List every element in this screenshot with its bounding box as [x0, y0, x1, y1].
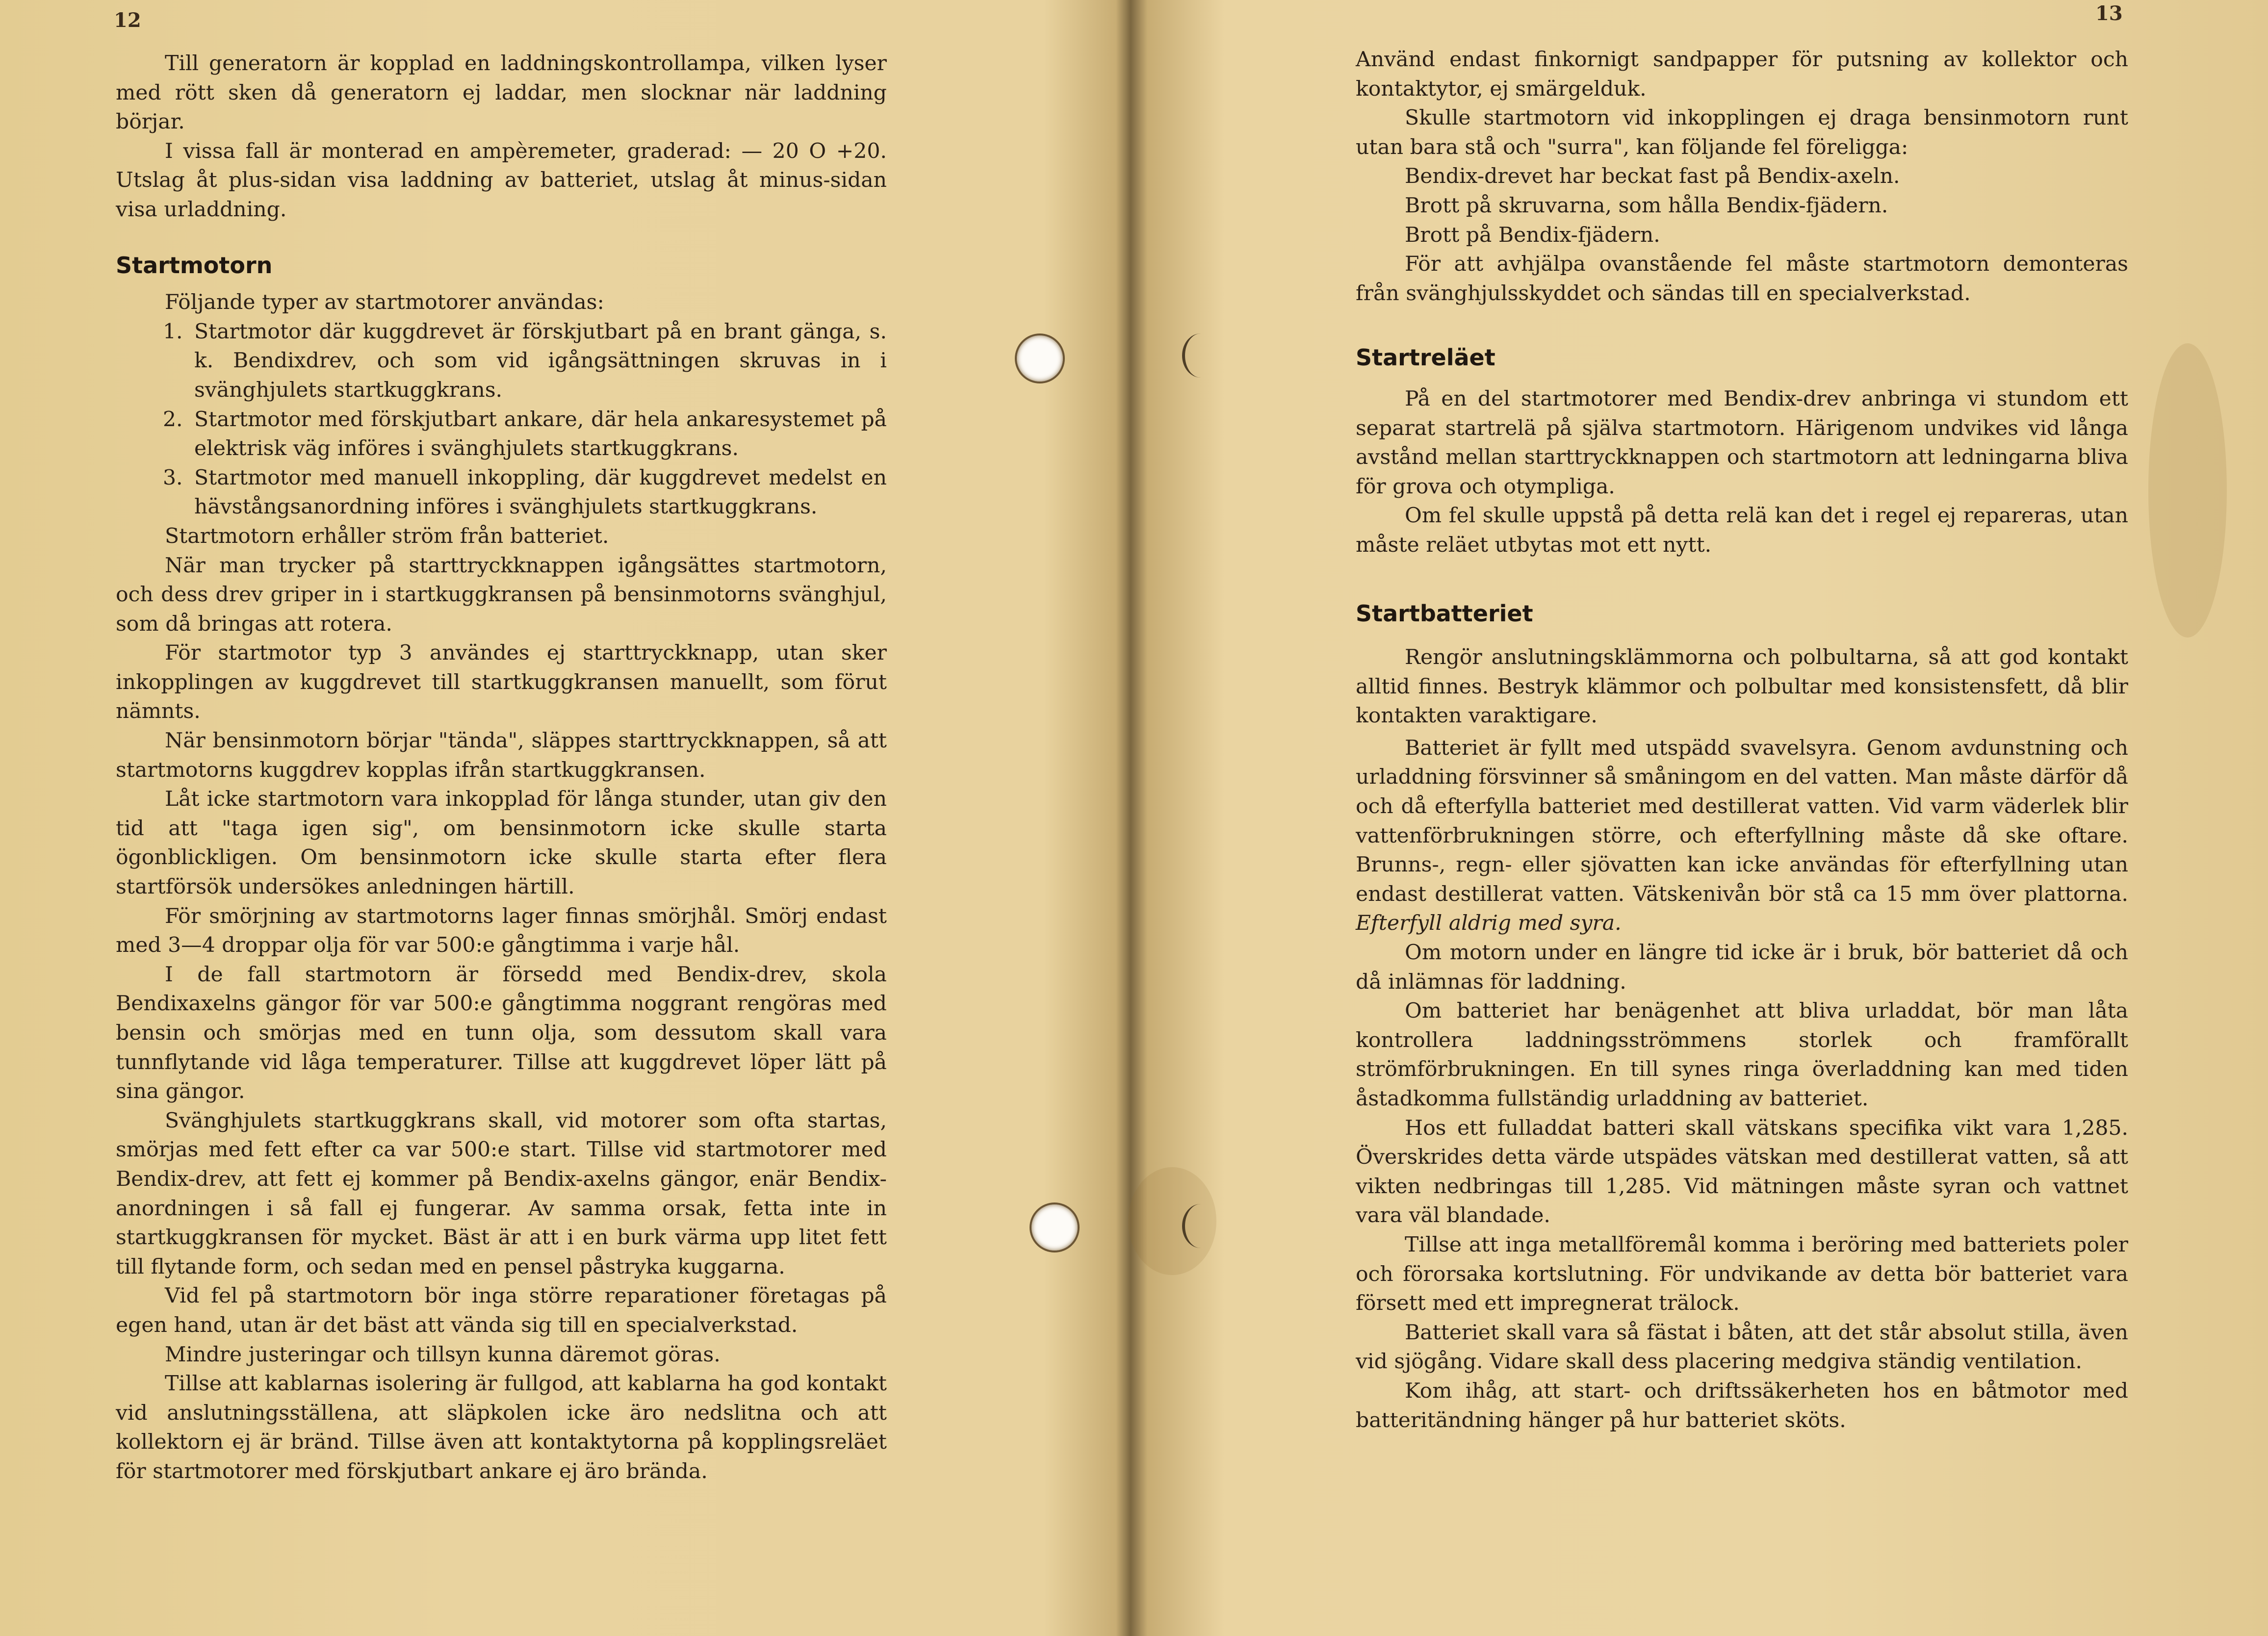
list-item-text: Startmotor där kuggdrevet är förskjutbart på en brant gänga, s. k. Bendixdrev, och som vid igångsättningen skruvas in i svänghjulets startkuggkrans. [194, 319, 887, 402]
list-item [116, 463, 887, 522]
right-page [1145, 0, 2268, 1636]
list-number: 3. [163, 465, 183, 490]
paragraph: När bensinmotorn börjar "tända", släppes starttryckknappen, så att startmotorns kuggdrev kopplas ifrån startkuggkransen. [116, 729, 887, 782]
paragraph: Använd endast finkornigt sandpapper för putsning av kollektor och kontaktytor, ej smärgelduk. [1356, 48, 2128, 101]
paragraph: Rengör anslutningsklämmorna och polbultarna, så att god kontakt alltid finnes. Bestryk klämmor och polbultar med konsistensfett, då blir kontakten varaktigare. [1356, 645, 2128, 728]
paragraph: Kom ihåg, att start- och driftssäkerheten hos en båtmotor med batteritändning hänger på hur batteriet sköts. [1356, 1379, 2128, 1432]
paragraph: Om batteriet har benägenhet att bliva urladdat, bör man låta kontrollera laddningsströmmens storlek och framförallt strömförbrukningen. En till synes ringa överladdning kan med tiden åstadkomma fullständig urladdning av batteriet. [1356, 999, 2128, 1111]
paragraph: Vid fel på startmotorn bör inga större reparationer företagas på egen hand, utan är det bäst att vända sig till en specialverkstad. [116, 1284, 887, 1337]
list-number: 1. [163, 319, 183, 344]
emphasis-text: Efterfyll aldrig med syra. [1356, 911, 1622, 936]
paragraph [1356, 734, 2128, 938]
paragraph: Hos ett fulladdat batteri skall vätskans specifika vikt vara 1,285. Överskrides detta värde utspädes vätskan med destillerat vatten, så att vikten nedbringas till 1,285. Vid mätningen måste syran och vattnet vara väl blandade. [1356, 1116, 2128, 1228]
list-item-text: Startmotor med manuell inkoppling, där kuggdrevet medelst en hävstångsanordning införes i svänghjulets startkuggkrans. [194, 465, 887, 519]
paragraph: När man trycker på starttryckknappen igångsättes startmotorn, och dess drev griper in i startkuggkransen på bensinmotorns svänghjul, som då bringas att rotera. [116, 553, 887, 636]
paragraph: Tillse att kablarnas isolering är fullgod, att kablarna ha god kontakt vid anslutningsställena, att släpkolen icke äro nedslitna och att kollektorn ej är bränd. Tillse även att kontaktytorna på kopplingsreläet för startmotorer med förskjutbart ankare ej äro brända. [116, 1372, 887, 1483]
left-page-text [116, 49, 887, 1486]
list-item [116, 405, 887, 463]
paragraph: Om motorn under en längre tid icke är i bruk, bör batteriet då och då inlämnas för laddning. [1356, 941, 2128, 994]
paragraph: I de fall startmotorn är försedd med Bendix-drev, skola Bendixaxelns gängor för var 500:e gångtimma noggrant rengöras med bensin och smörjas med en tunn olja, som dessutom skall vara tunnflytande vid låga temperaturer. Tillse att kuggdrevet löper lätt på sina gängor. [116, 962, 887, 1104]
list-item [116, 317, 887, 405]
section-heading-startbatteriet: Startbatteriet [1356, 600, 1533, 627]
paragraph: På en del startmotorer med Bendix-drev anbringa vi stundom ett separat startrelä på själva startmotorn. Härigenom undvikes vid långa avstånd mellan starttryckknappen och startmotorn att ledningarna bliva för grova och otympliga. [1356, 386, 2128, 499]
paragraph: Om fel skulle uppstå på detta relä kan det i regel ej repareras, utan måste reläet utbytas mot ett nytt. [1356, 504, 2128, 557]
fault-item: Brott på skruvarna, som hålla Bendix-fjädern. [1405, 193, 1888, 218]
paragraph: För startmotor typ 3 användes ej starttryckknapp, utan sker inkopplingen av kuggdrevet till startkuggkransen manuellt, som förut nämnts. [116, 641, 887, 724]
section-heading-startrelaet: Startreläet [1356, 344, 1495, 371]
page-number-right: 13 [2095, 2, 2123, 25]
left-page [0, 0, 1123, 1636]
section-heading-startmotorn: Startmotorn [116, 252, 273, 279]
paragraph: För smörjning av startmotorns lager finnas smörjhål. Smörj endast med 3—4 droppar olja för var 500:e gångtimma i varje hål. [116, 904, 887, 958]
paragraph-text: Batteriet är fyllt med utspädd svavelsyra. Genom avdunstning och urladdning försvinner så småningom en del vatten. Man måste därför då och då efterfylla batteriet med destillerat vatten. Vid varm väderlek blir vattenförbrukningen större, och efterfyllning måste då ske oftare. Brunns-, regn- eller sjövatten kan icke användas för efterfyllning utan endast destillerat vatten. Vätskenivån bör stå ca 15 mm över plattorna. [1356, 736, 2128, 906]
paragraph: Tillse att inga metallföremål komma i beröring med batteriets poler och förorsaka kortslutning. För undvikande av detta bör batteriet vara försett med ett impregnerat trälock. [1356, 1232, 2128, 1316]
paragraph: Följande typer av startmotorer användas: [165, 290, 604, 315]
paragraph: Mindre justeringar och tillsyn kunna däremot göras. [165, 1342, 721, 1367]
fault-item: Bendix-drevet har beckat fast på Bendix-axeln. [1405, 164, 1900, 189]
fault-item: Brott på Bendix-fjädern. [1405, 223, 1660, 247]
paragraph: Startmotorn erhåller ström från batteriet. [165, 524, 609, 548]
paragraph: I vissa fall är monterad en ampèremeter, graderad: — 20 O +20. Utslag åt plus-sidan visa laddning av batteriet, utslag åt minus-sidan visa urladdning. [116, 139, 887, 222]
list-number: 2. [163, 407, 183, 432]
paragraph: Svänghjulets startkuggkrans skall, vid motorer som ofta startas, smörjas med fett efter ca var 500:e start. Tillse vid startmotorer med Bendix-drev, att fett ej kommer på Bendix-axelns gängor, enär Bendix-anordningen i så fall ej fungerar. Av samma orsak, fetta inte in startkuggkransen för mycket. Bäst är att i en burk värma upp litet fett till flytande form, och sedan med en pensel påstryka kuggarna. [116, 1108, 887, 1279]
paragraph: Till generatorn är kopplad en laddningskontrollampa, vilken lyser med rött sken då generatorn ej laddar, men slocknar när laddning börjar. [116, 51, 887, 134]
paragraph: Skulle startmotorn vid inkopplingen ej draga bensinmotorn runt utan bara stå och "surra", kan följande fel föreligga: [1356, 106, 2128, 159]
paragraph: Batteriet skall vara så fästat i båten, att det står absolut stilla, även vid sjögång. Vidare skall dess placering medgiva ständig ventilation. [1356, 1320, 2128, 1374]
page-number-left: 12 [114, 9, 141, 32]
right-page-text [1356, 45, 2128, 1435]
paragraph: Låt icke startmotorn vara inkopplad för långa stunder, utan giv den tid att "taga igen sig", om bensinmotorn icke skulle starta ögonblickligen. Om bensinmotorn icke skulle starta efter flera startförsök undersökes anledningen härtill. [116, 787, 887, 899]
paragraph: För att avhjälpa ovanstående fel måste startmotorn demonteras från svänghjulsskyddet och sändas till en specialverkstad. [1356, 252, 2128, 306]
list-item-text: Startmotor med förskjutbart ankare, där hela ankaresystemet på elektrisk väg införes i svänghjulets startkuggkrans. [194, 407, 887, 461]
